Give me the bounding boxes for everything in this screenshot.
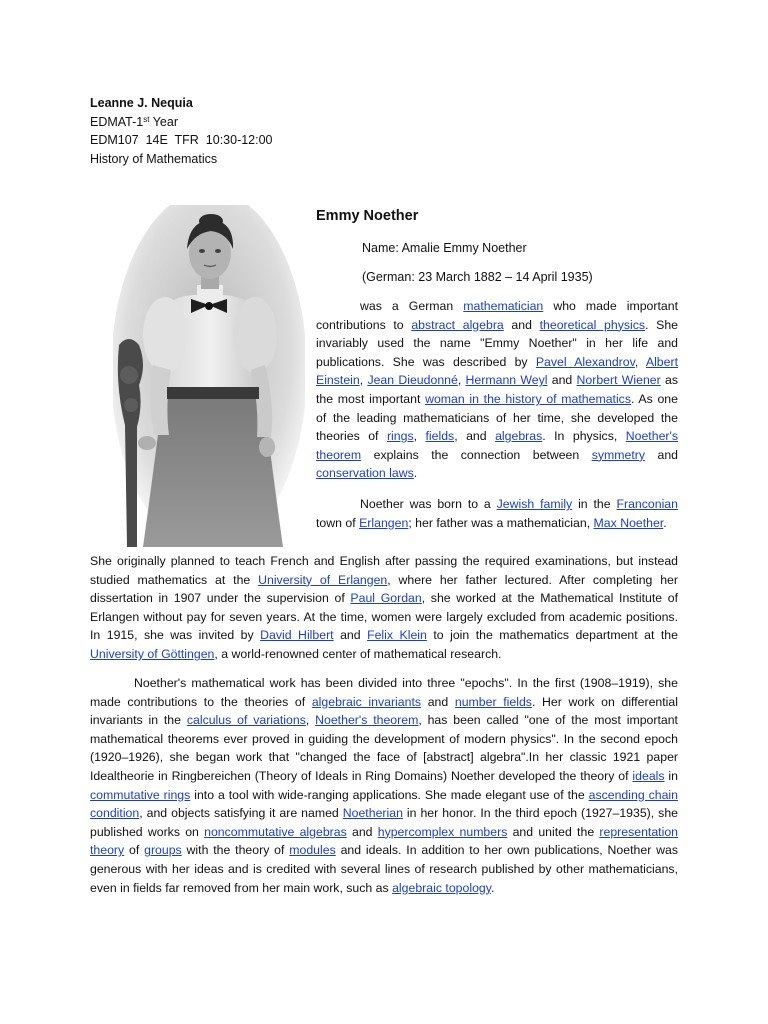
program-prefix: EDMAT-1 xyxy=(90,114,144,129)
text-run: , and objects satisfying it are named xyxy=(139,806,343,821)
program-suffix: Year xyxy=(149,114,178,129)
text-run: . xyxy=(663,515,667,530)
text-run: with the theory of xyxy=(181,843,290,858)
link-algebras[interactable]: algebras xyxy=(495,429,543,444)
link-university-of-g-ttingen[interactable]: University of Göttingen xyxy=(90,646,215,661)
link-university-of-erlangen[interactable]: University of Erlangen xyxy=(258,572,388,587)
link-rings[interactable]: rings xyxy=(386,429,414,444)
text-run: explains the connection between xyxy=(361,447,592,462)
link-david-hilbert[interactable]: David Hilbert xyxy=(260,628,334,643)
link-jean-dieudonn[interactable]: Jean Dieudonné xyxy=(367,373,458,388)
paragraph-intro xyxy=(316,297,678,483)
text-run: Noether was born to a xyxy=(360,497,497,511)
text-run: , xyxy=(634,354,646,369)
course-line: History of Mathematics xyxy=(90,151,218,166)
link-number-fields[interactable]: number fields xyxy=(454,694,532,709)
text-run: , xyxy=(305,713,316,728)
link-symmetry[interactable]: symmetry xyxy=(591,447,645,462)
text-run: town of xyxy=(316,515,360,530)
link-ideals[interactable]: ideals xyxy=(632,768,665,783)
link-noether-s-theorem[interactable]: Noether's theorem xyxy=(315,713,419,728)
full-name-line: Name: Amalie Emmy Noether xyxy=(362,241,527,255)
text-run: , where her father lectured. After completing her dissertation in 1907 under the supervision of xyxy=(90,572,678,606)
link-noncommutative-algebras[interactable]: noncommutative algebras xyxy=(204,824,347,839)
link-max-noether[interactable]: Max Noether xyxy=(593,515,664,530)
text-run: and ideals. In addition to her own publications, Noether was generous with her ideas and is credited with several lines of research published by other mathematicians, even in fields far removed from her main work, such as xyxy=(90,843,678,895)
link-fields[interactable]: fields xyxy=(425,429,455,444)
link-mathematician[interactable]: mathematician xyxy=(463,299,544,313)
link-abstract-algebra[interactable]: abstract algebra xyxy=(411,317,504,332)
program-line xyxy=(90,113,273,132)
link-theoretical-physics[interactable]: theoretical physics xyxy=(539,317,646,332)
text-run: in her honor. In the third epoch (1927–1935), she published works on xyxy=(90,806,678,839)
text-run: , she worked at the Mathematical Institute of Erlangen without pay for seven years. At the time, women were largely excluded from academic positions. In 1915, she was invited by xyxy=(90,591,678,643)
text-run: in xyxy=(664,768,678,783)
text-run: . xyxy=(491,880,495,895)
link-hypercomplex-numbers[interactable]: hypercomplex numbers xyxy=(377,824,508,839)
article-title: Emmy Noether xyxy=(316,208,419,224)
link-erlangen[interactable]: Erlangen xyxy=(359,515,409,530)
text-run: in the xyxy=(572,497,617,511)
text-run: . As one of the leading mathematicians of her time, she developed the theories of xyxy=(316,391,678,444)
text-run: . In physics, xyxy=(542,429,626,444)
emmy-noether-photo xyxy=(113,205,305,547)
text-run: and xyxy=(333,628,368,643)
link-jewish-family[interactable]: Jewish family xyxy=(496,497,573,511)
paragraph-career xyxy=(90,552,678,664)
link-felix-klein[interactable]: Felix Klein xyxy=(367,628,427,643)
link-representation-theory[interactable]: representation theory xyxy=(90,824,679,858)
link-woman-in-the-history-of-mathematics[interactable]: woman in the history of mathematics xyxy=(425,391,631,406)
program-sup: st xyxy=(143,114,150,124)
text-run: , xyxy=(413,429,426,444)
link-hermann-weyl[interactable]: Hermann Weyl xyxy=(465,373,548,388)
link-calculus-of-variations[interactable]: calculus of variations xyxy=(186,713,306,728)
link-conservation-laws[interactable]: conservation laws xyxy=(316,466,414,481)
text-run: and united the xyxy=(507,824,600,839)
text-run: ; her father was a mathematician, xyxy=(408,515,594,530)
link-paul-gordan[interactable]: Paul Gordan xyxy=(350,591,422,606)
student-name: Leanne J. Nequia xyxy=(90,96,193,110)
text-run: Noether's mathematical work has been divided into three "epochs". In the first (1908–1919), she made contributions to the theories of xyxy=(90,676,678,709)
text-run: , and xyxy=(454,429,496,444)
text-run: and xyxy=(547,373,577,388)
text-run: and xyxy=(346,824,378,839)
link-ascending-chain-condition[interactable]: ascending chain condition xyxy=(90,787,678,821)
text-run: was a German xyxy=(360,299,464,313)
link-noetherian[interactable]: Noetherian xyxy=(342,806,403,821)
text-run: . She invariably used the name "Emmy Noether" in her life and publications. She was described by xyxy=(316,317,679,369)
dates-line: (German: 23 March 1882 – 14 April 1935) xyxy=(362,270,593,284)
text-run: of xyxy=(124,843,145,858)
text-run: and xyxy=(645,447,678,462)
link-franconian[interactable]: Franconian xyxy=(616,497,678,511)
link-groups[interactable]: groups xyxy=(144,843,182,858)
link-noether-s-theorem[interactable]: Noether's theorem xyxy=(316,429,678,462)
link-modules[interactable]: modules xyxy=(289,843,336,858)
link-norbert-wiener[interactable]: Norbert Wiener xyxy=(576,373,661,388)
text-run: . Her work on differential invariants in the xyxy=(90,694,678,728)
text-run: into a tool with wide-ranging applications. She made elegant use of the xyxy=(190,787,589,802)
text-run: and xyxy=(503,317,540,332)
link-albert-einstein[interactable]: Albert Einstein xyxy=(316,354,678,388)
text-run: , xyxy=(359,373,368,388)
paragraph-early-life xyxy=(316,495,678,532)
text-run: as the most important xyxy=(316,373,678,406)
link-algebraic-invariants[interactable]: algebraic invariants xyxy=(311,694,422,709)
schedule-line: EDM107 14E TFR 10:30-12:00 xyxy=(90,133,273,148)
text-run: who made important contributions to xyxy=(316,299,678,332)
text-run: , xyxy=(457,373,466,388)
text-run: , a world-renowned center of mathematical research. xyxy=(214,646,502,661)
paragraph-mathematical-work xyxy=(90,674,678,897)
text-run: She originally planned to teach French and English after passing the required examinations, but instead studied mathematics at the xyxy=(90,554,678,587)
text-run: and xyxy=(421,694,455,709)
text-run: . xyxy=(413,466,418,481)
text-run: to join the mathematics department at the xyxy=(426,628,678,643)
link-commutative-rings[interactable]: commutative rings xyxy=(90,787,191,802)
text-run: , has been called "one of the most important mathematical theorems ever proved in guiding the development of modern physics". In the second epoch (1920–1926), she began work that "changed the face of [abstract] algebra".In her classic 1921 paper Idealtheorie in Ringbereichen (Theory of Ideals in Ring Domains) Noether developed the theory of xyxy=(90,713,678,783)
link-pavel-alexandrov[interactable]: Pavel Alexandrov xyxy=(535,354,635,369)
student-header xyxy=(90,94,273,168)
link-algebraic-topology[interactable]: algebraic topology xyxy=(392,880,491,895)
